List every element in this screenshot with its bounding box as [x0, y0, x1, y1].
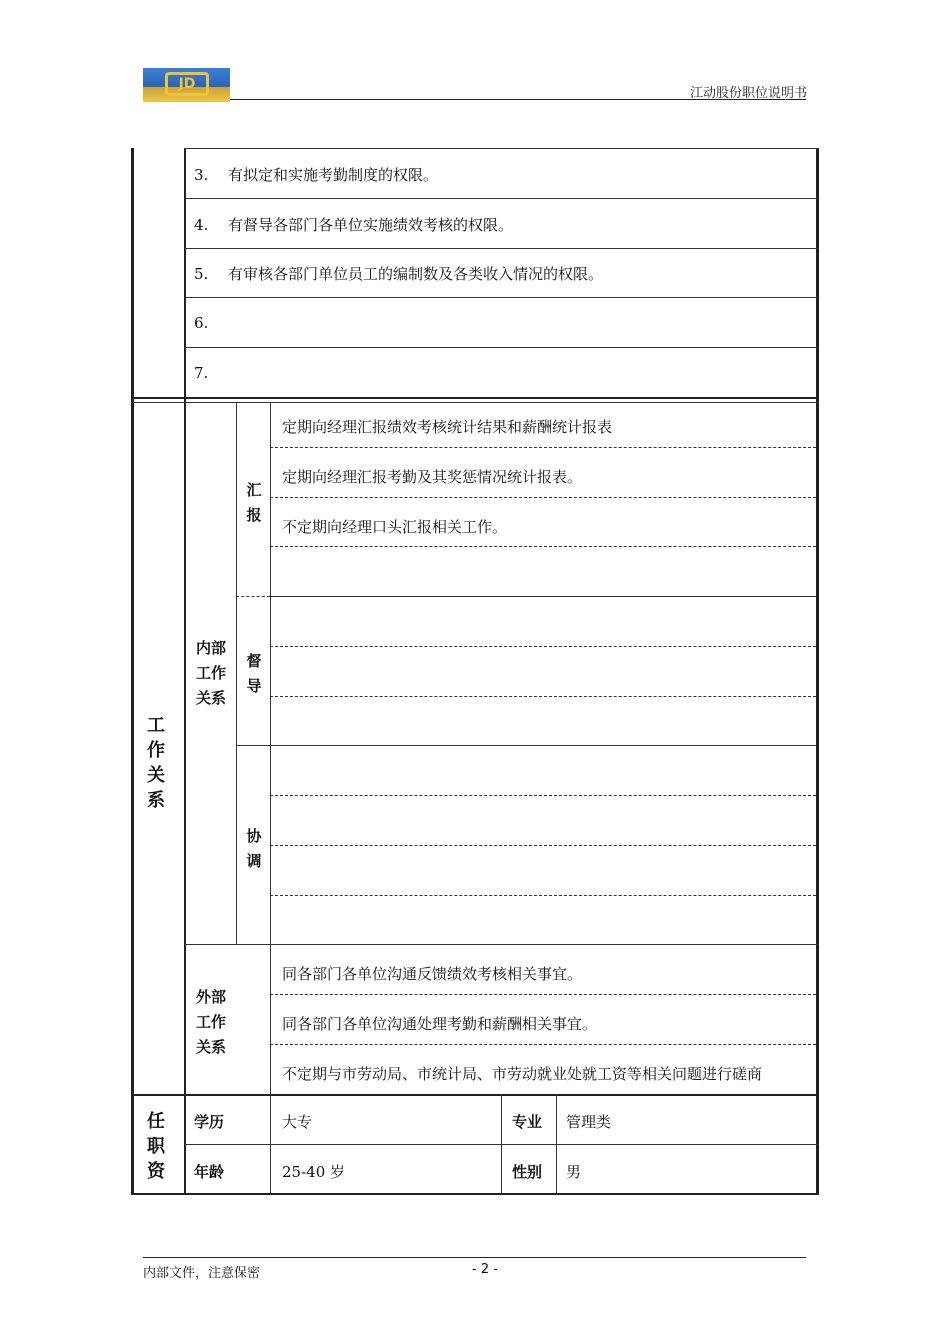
row-separator — [270, 497, 816, 498]
coordinate-label: 协调 — [246, 827, 262, 870]
row-line — [184, 248, 818, 249]
external-row: 同各部门各单位沟通处理考勤和薪酬相关事宜。 — [282, 1015, 598, 1033]
major-value: 管理类 — [566, 1113, 612, 1131]
gender-value: 男 — [566, 1163, 582, 1181]
qualifications-label: 任职资 — [147, 1111, 165, 1182]
row-line — [184, 198, 818, 199]
table-left-border — [131, 148, 134, 1195]
row-line — [270, 596, 816, 597]
authority-item — [194, 214, 513, 235]
row-separator — [270, 1044, 816, 1045]
section-divider-inner — [131, 402, 819, 403]
row-line — [184, 347, 818, 348]
company-logo — [143, 68, 230, 102]
internal-relations-label: 内部工作关系 — [195, 639, 226, 707]
authority-item — [194, 263, 603, 284]
item-text: 有审核各部门单位员工的编制数及各类收入情况的权限。 — [228, 265, 604, 283]
report-row: 不定期向经理口头汇报相关工作。 — [282, 518, 508, 536]
row-separator — [270, 447, 816, 448]
education-label: 学历 — [194, 1113, 225, 1131]
internal-label-border — [270, 402, 271, 1094]
item-text: 有督导各部门各单位实施绩效考核的权限。 — [228, 216, 514, 234]
subcategory-border-left — [236, 402, 237, 944]
report-row: 定期向经理汇报绩效考核统计结果和薪酬统计报表 — [282, 418, 613, 436]
major-label: 专业 — [512, 1113, 543, 1131]
label-column-border — [184, 148, 186, 1195]
column-line — [501, 1094, 502, 1194]
section-divider — [131, 397, 819, 399]
item-text: 有拟定和实施考勤制度的权限。 — [228, 166, 439, 184]
row-separator — [270, 994, 816, 995]
row-separator — [270, 845, 816, 846]
external-row: 同各部门各单位沟通反馈绩效考核相关事宜。 — [282, 965, 583, 983]
section-divider — [131, 1094, 819, 1096]
column-line — [270, 1094, 271, 1194]
row-separator — [270, 646, 816, 647]
item-number: 5. — [194, 265, 209, 283]
footer-rule — [143, 1257, 806, 1258]
authority-item — [194, 364, 228, 382]
authority-item — [194, 164, 438, 185]
gender-label: 性别 — [512, 1163, 543, 1181]
row-line — [184, 297, 818, 298]
row-line — [270, 745, 816, 746]
table-right-border — [816, 148, 819, 1195]
row-line — [184, 148, 818, 149]
subcategory-divider — [236, 745, 270, 746]
authority-item — [194, 314, 228, 332]
age-label: 年龄 — [194, 1163, 225, 1181]
logo-mark: JD — [165, 72, 209, 96]
document-title: 江动股份职位说明书 — [689, 86, 807, 101]
row-separator — [270, 795, 816, 796]
report-row: 定期向经理汇报考勤及其奖惩情况统计报表。 — [282, 468, 583, 486]
external-row: 不定期与市劳动局、市统计局、市劳动就业处就工资等相关问题进行磋商 — [282, 1065, 763, 1083]
row-line — [184, 944, 818, 945]
item-number: 4. — [194, 216, 209, 234]
item-number: 3. — [194, 166, 209, 184]
row-separator — [270, 696, 816, 697]
work-relations-label: 工作关系 — [147, 715, 165, 811]
item-number: 6. — [194, 314, 209, 332]
table-bottom-border — [131, 1193, 819, 1195]
confidential-note: 内部文件，注意保密 — [143, 1266, 261, 1281]
age-value: 25-40 岁 — [282, 1163, 346, 1181]
education-value: 大专 — [282, 1113, 313, 1131]
item-number: 7. — [194, 364, 209, 382]
external-relations-label: 外部工作关系 — [195, 988, 226, 1056]
page-number: - 2 - — [472, 1262, 498, 1277]
subcategory-divider — [236, 596, 270, 597]
job-description-table — [131, 148, 819, 1195]
row-separator — [270, 546, 816, 547]
column-line — [556, 1094, 557, 1194]
row-separator — [270, 895, 816, 896]
supervise-label: 督导 — [246, 652, 262, 695]
report-label: 汇报 — [246, 481, 262, 524]
